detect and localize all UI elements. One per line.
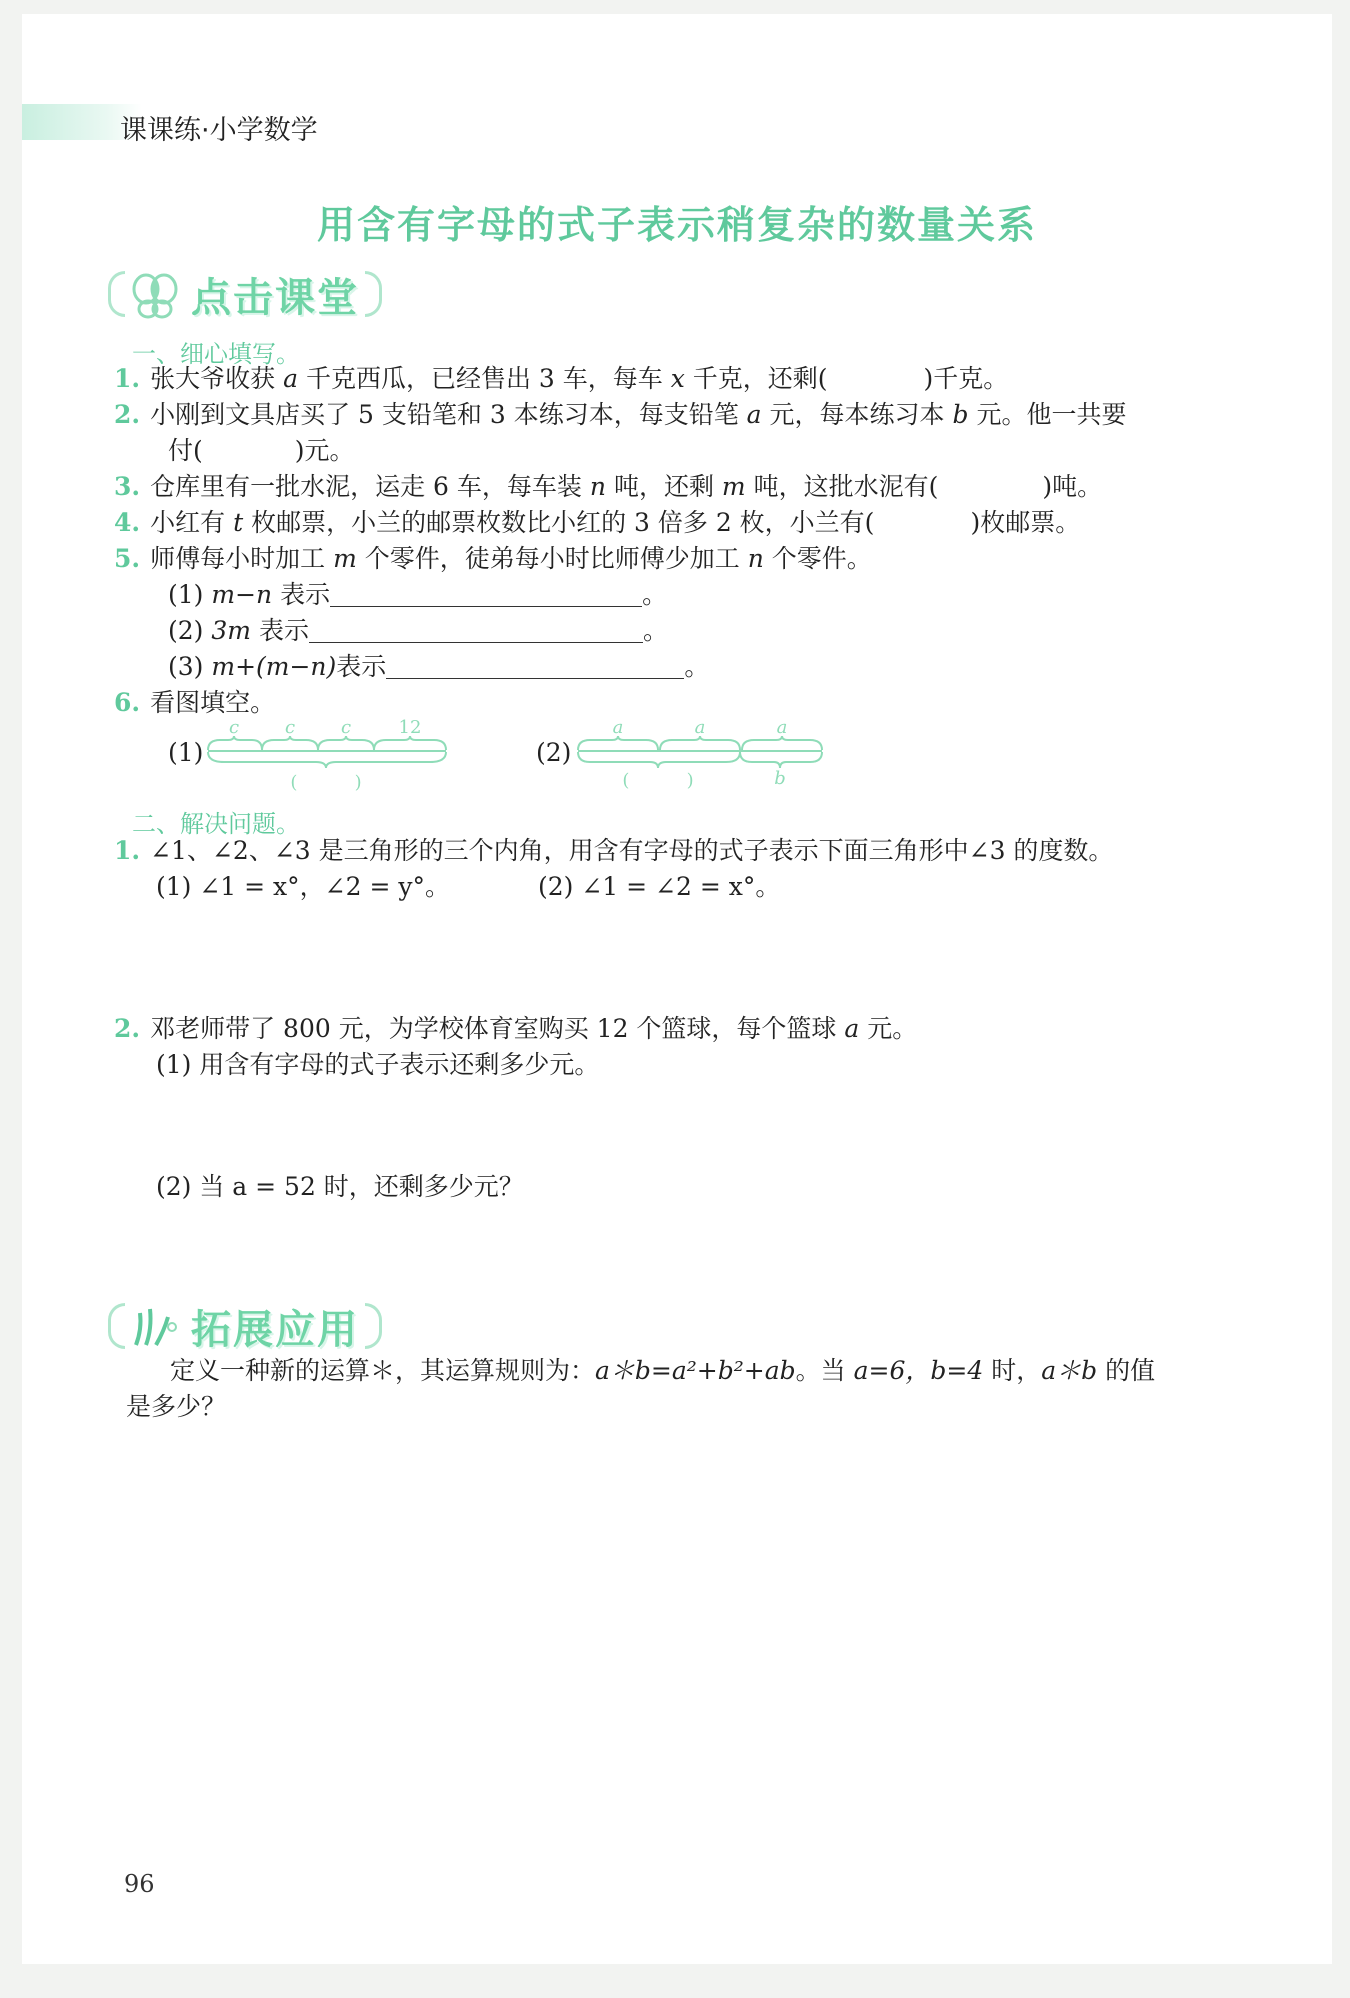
question-text: ∠1、∠2、∠3 是三角形的三个内角，用含有字母的式子表示下面三角形中∠3 的度数。 bbox=[150, 836, 1114, 865]
question-text: 个零件，徒弟每小时比师傅少加工 bbox=[364, 544, 740, 573]
sub-label: (3) bbox=[168, 652, 204, 681]
question-text: 元，每本练习本 bbox=[769, 400, 945, 429]
expression: a=6，b=4 bbox=[853, 1356, 984, 1385]
worksheet-page bbox=[22, 14, 1332, 1964]
segment-label: b bbox=[774, 768, 786, 789]
answer-line[interactable] bbox=[386, 654, 684, 679]
question-text: )枚邮票。 bbox=[970, 508, 1081, 537]
question-text: 张大爷收获 bbox=[150, 364, 276, 393]
section-banner-extension bbox=[108, 1296, 382, 1356]
question-text: 表示 bbox=[258, 616, 309, 645]
brace-diagram-2 bbox=[574, 716, 834, 796]
question-text: 。 bbox=[642, 580, 668, 609]
question-number: 4. bbox=[114, 508, 141, 537]
question-number: 2. bbox=[114, 1014, 141, 1043]
question-2-2-sub-2: (2) 当 a = 52 时，还剩多少元？ bbox=[156, 1172, 524, 1201]
variable: a bbox=[283, 364, 298, 393]
top-brace bbox=[318, 736, 374, 750]
answer-line[interactable] bbox=[330, 582, 642, 607]
expression: m+(m−n) bbox=[211, 652, 337, 681]
question-number: 6. bbox=[114, 688, 141, 717]
variable: a bbox=[844, 1014, 860, 1043]
question-number: 5. bbox=[114, 544, 141, 573]
question-2-1-sub-2: (2) ∠1 = ∠2 = x°。 bbox=[538, 872, 781, 901]
question-number: 1. bbox=[114, 836, 141, 865]
diagram-1-label: (1) bbox=[168, 738, 204, 767]
segment-label: a bbox=[776, 717, 788, 738]
variable: n bbox=[589, 472, 606, 501]
top-brace bbox=[578, 736, 658, 750]
question-text: 元。他一共要 bbox=[976, 400, 1127, 429]
banner-label: 拓展应用 bbox=[191, 1306, 359, 1353]
question-text: )千克。 bbox=[923, 364, 1009, 393]
expression: 3m bbox=[211, 616, 251, 645]
variable: a bbox=[746, 400, 762, 429]
question-2-1-sub-1: (1) ∠1 = x°，∠2 = y°。 bbox=[156, 872, 450, 901]
question-text: 师傅每小时加工 bbox=[150, 544, 326, 573]
bottom-brace bbox=[740, 752, 822, 768]
section-heading-solve: 二、解决问题。 bbox=[132, 810, 300, 838]
page-number: 96 bbox=[124, 1870, 155, 1898]
question-text: 。当 bbox=[795, 1356, 846, 1385]
question-text: 小红有 bbox=[150, 508, 226, 537]
question-text: 吨，还剩 bbox=[613, 472, 714, 501]
variable: m bbox=[721, 472, 746, 501]
sub-label: (1) bbox=[168, 580, 204, 609]
question-2-2-sub-1: (1) 用含有字母的式子表示还剩多少元。 bbox=[156, 1050, 600, 1079]
question-text: 。 bbox=[684, 652, 710, 681]
question-number: 1. bbox=[114, 364, 141, 393]
question-text: )吨。 bbox=[1042, 472, 1103, 501]
banner-right-cap bbox=[365, 1303, 382, 1349]
answer-paren: ( ) bbox=[622, 770, 694, 791]
section-banner-class bbox=[108, 264, 382, 324]
question-text: 千克西瓜，已经售出 3 车，每车 bbox=[305, 364, 663, 393]
question-text: 付( bbox=[168, 436, 203, 465]
variable: x bbox=[670, 364, 685, 393]
banner-right-cap bbox=[365, 271, 382, 317]
segment-label: c bbox=[340, 717, 352, 738]
question-text: 时， bbox=[991, 1356, 1042, 1385]
variable: t bbox=[233, 508, 244, 537]
question-text: 千克，还剩( bbox=[692, 364, 828, 393]
top-brace bbox=[660, 736, 740, 750]
top-brace bbox=[208, 736, 262, 750]
question-text: 看图填空。 bbox=[150, 688, 276, 717]
banner-left-cap bbox=[108, 1303, 125, 1349]
question-number: 3. bbox=[114, 472, 141, 501]
bottom-brace bbox=[578, 752, 740, 768]
answer-line[interactable] bbox=[309, 618, 643, 643]
top-brace bbox=[742, 736, 822, 750]
question-text: 吨，这批水泥有( bbox=[753, 472, 939, 501]
sub-label: (2) bbox=[168, 616, 204, 645]
segment-label: a bbox=[612, 717, 624, 738]
segment-label: c bbox=[284, 717, 296, 738]
segment-label: 12 bbox=[398, 717, 422, 738]
question-text: 。 bbox=[642, 616, 668, 645]
extension-question-line-2: 是多少？ bbox=[126, 1392, 227, 1421]
question-text: 表示 bbox=[336, 652, 387, 681]
expression: a＊b bbox=[1041, 1356, 1098, 1385]
question-text: 仓库里有一批水泥，运走 6 车，每车装 bbox=[150, 472, 582, 501]
variable: m bbox=[333, 544, 357, 573]
diagram-2-label: (2) bbox=[536, 738, 572, 767]
extension-question-line-1 bbox=[170, 1350, 1155, 1392]
banner-label: 点击课堂 bbox=[191, 274, 359, 321]
segment-label: c bbox=[228, 717, 240, 738]
question-text: 元。 bbox=[867, 1014, 918, 1043]
expression: a＊b=a²+b²+ab bbox=[595, 1356, 796, 1385]
question-number: 2. bbox=[114, 400, 141, 429]
answer-paren: ( ) bbox=[290, 772, 362, 793]
page-title: 用含有字母的式子表示稍复杂的数量关系 bbox=[316, 203, 1037, 247]
expression: m−n bbox=[211, 580, 273, 609]
question-text: 个零件。 bbox=[771, 544, 872, 573]
header-title: 课课练·小学数学 bbox=[120, 115, 318, 146]
question-text: 定义一种新的运算＊，其运算规则为： bbox=[170, 1356, 596, 1385]
top-brace bbox=[262, 736, 318, 750]
brace-diagram-1 bbox=[206, 716, 456, 796]
section-heading-fill: 一、细心填写。 bbox=[132, 340, 300, 368]
segment-label: a bbox=[694, 717, 706, 738]
top-brace bbox=[374, 736, 446, 750]
bottom-brace bbox=[208, 752, 446, 768]
question-text: 枚邮票，小兰的邮票枚数比小红的 3 倍多 2 枚，小兰有( bbox=[251, 508, 875, 537]
variable: n bbox=[747, 544, 764, 573]
question-text: 表示 bbox=[280, 580, 331, 609]
question-text: 的值 bbox=[1105, 1356, 1156, 1385]
grass-icon bbox=[125, 1296, 185, 1356]
butterfly-icon bbox=[125, 264, 185, 324]
banner-left-cap bbox=[108, 271, 125, 317]
question-text: 邓老师带了 800 元，为学校体育室购买 12 个篮球，每个篮球 bbox=[150, 1014, 837, 1043]
question-text: 小刚到文具店买了 5 支铅笔和 3 本练习本，每支铅笔 bbox=[150, 400, 739, 429]
question-text: )元。 bbox=[294, 436, 355, 465]
variable: b bbox=[952, 400, 969, 429]
